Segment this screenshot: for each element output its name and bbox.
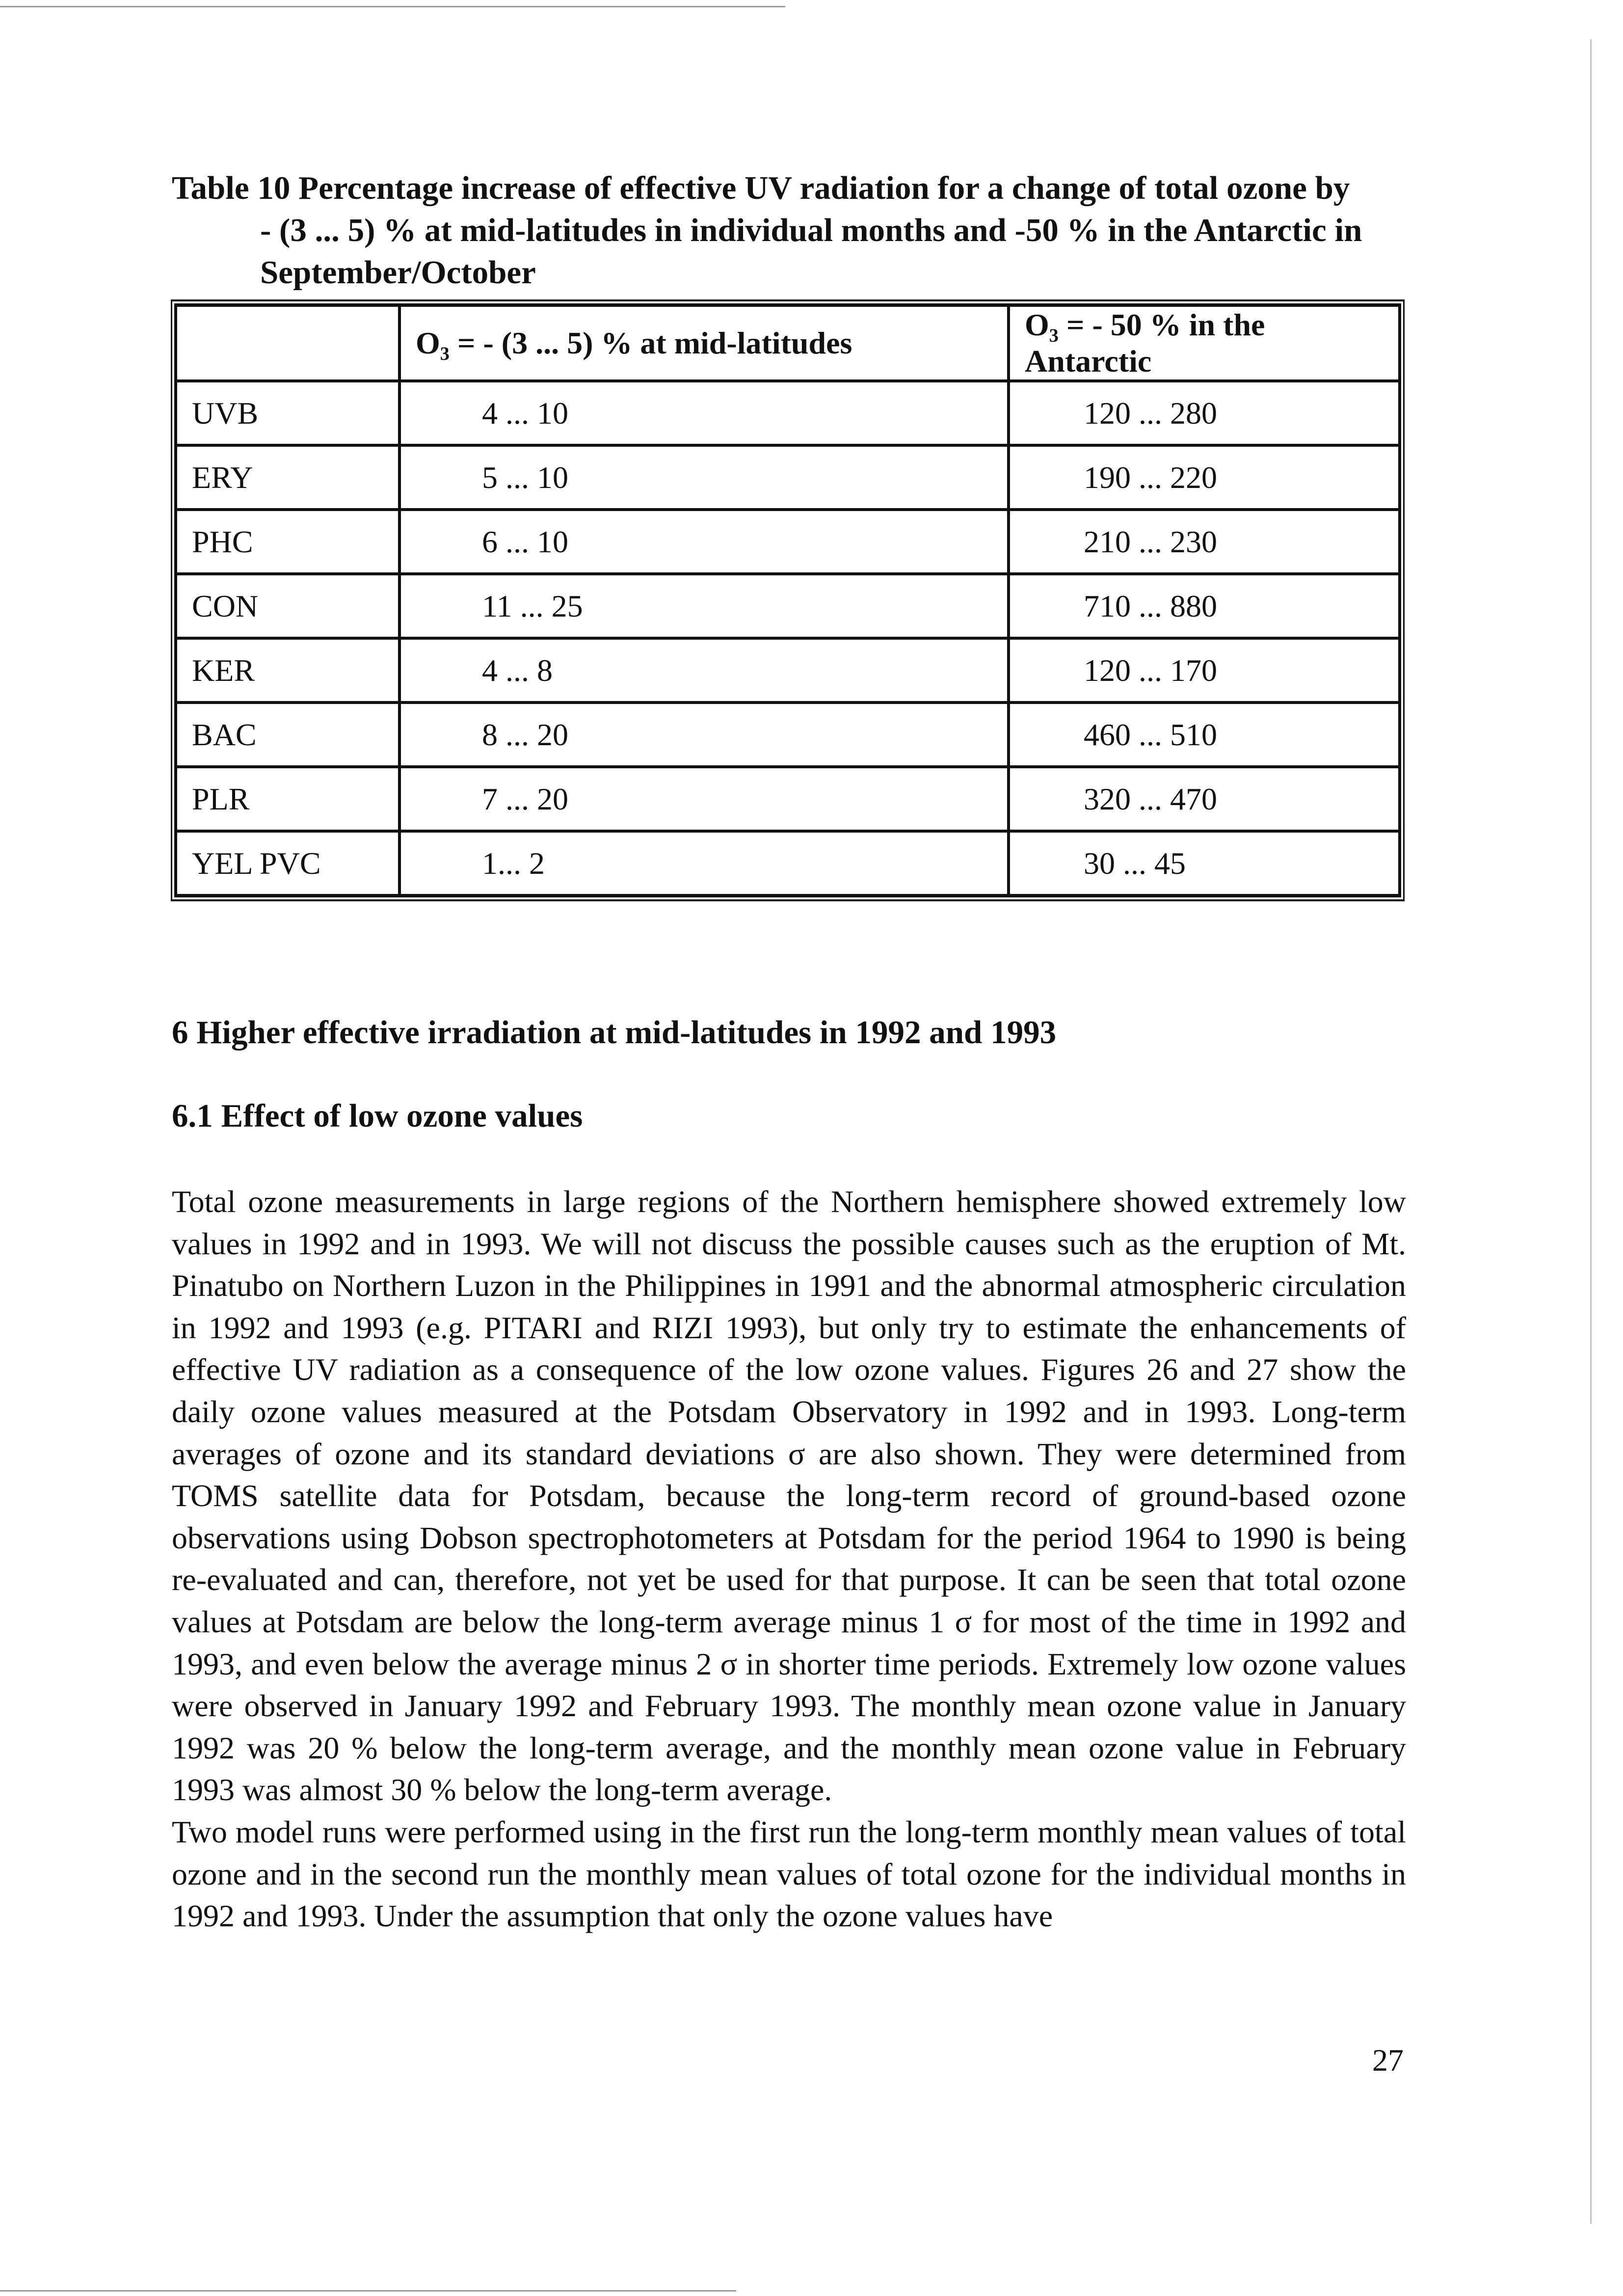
- antarctic-value: 190 ... 220: [1009, 445, 1400, 510]
- table-row: [176, 381, 1400, 445]
- antarctic-value: 120 ... 170: [1009, 638, 1400, 702]
- mid-latitude-value: 7 ... 20: [399, 767, 1009, 831]
- antarctic-value: 320 ... 470: [1009, 767, 1400, 831]
- mid-latitude-value: 11 ... 25: [399, 574, 1009, 638]
- table-row: [176, 767, 1400, 831]
- antarctic-value: 120 ... 280: [1009, 381, 1400, 445]
- header-cell-antarctic: O₃ = - 50 % in the Antarctic: [1009, 305, 1400, 381]
- caption-line-2: - (3 ... 5) % at mid-latitudes in individual months and -50 % in the Antarctic in: [260, 212, 1362, 248]
- body-paragraph: Two model runs were performed using in the first run the long-term monthly mean values of total ozone and in the second run the monthly mean values of total ozone for the individual months in 1992 and 1993. Under the assumption that only the ozone values have: [172, 1814, 1406, 1934]
- body-paragraph: Total ozone measurements in large regions of the Northern hemisphere showed extremely low values in 1992 and in 1993. We will not discuss the possible causes such as the eruption of Mt. Pinatubo on Northern Luzon in the Philippines in 1991 and the abnormal atmospheric circulation in 1992 and 1993 (e.g. PITARI and RIZI 1993), but only try to estimate the enhancements of effective UV radiation as a consequence of the low ozone values. Figures 26 and 27 show the daily ozone values measured at the Potsdam Observatory in 1992 and in 1993. Long-term averages of ozone and its standard deviations σ are also shown. They were determined from TOMS satellite data for Potsdam, because the long-term record of ground-based ozone observations using Dobson spectrophotometers at Potsdam for the period 1964 to 1990 is being re-evaluated and can, therefore, not yet be used for that purpose. It can be seen that total ozone values at Potsdam are below the long-term average minus 1 σ for most of the time in 1992 and 1993, and even below the average minus 2 σ in shorter time periods. Extremely low ozone values were observed in January 1992 and February 1993. The monthly mean ozone value in January 1992 was 20 % below the long-term average, and the monthly mean ozone value in February 1993 was almost 30 % below the long-term average.: [172, 1184, 1406, 1808]
- header-cell-empty: [176, 305, 399, 381]
- mid-latitude-value: 8 ... 20: [399, 702, 1009, 767]
- mid-latitude-value: 5 ... 10: [399, 445, 1009, 510]
- page-number: 27: [1372, 2043, 1404, 2078]
- antarctic-value: 460 ... 510: [1009, 702, 1400, 767]
- table-row: [176, 702, 1400, 767]
- caption-line-1: Table 10 Percentage increase of effective UV radiation for a change of total ozone by: [172, 170, 1350, 206]
- row-label: BAC: [176, 702, 399, 767]
- row-label: ERY: [176, 445, 399, 510]
- scan-artifact-top: [0, 6, 785, 7]
- row-label: PLR: [176, 767, 399, 831]
- antarctic-value: 210 ... 230: [1009, 510, 1400, 574]
- table-row: [176, 638, 1400, 702]
- caption-line-3: September/October: [260, 254, 536, 291]
- table-row: [176, 445, 1400, 510]
- body-text: [172, 1181, 1406, 1937]
- antarctic-value: 710 ... 880: [1009, 574, 1400, 638]
- table-caption: [172, 167, 1409, 294]
- mid-latitude-value: 1... 2: [399, 831, 1009, 895]
- row-label: PHC: [176, 510, 399, 574]
- antarctic-value: 30 ... 45: [1009, 831, 1400, 895]
- mid-latitude-value: 6 ... 10: [399, 510, 1009, 574]
- mid-latitude-value: 4 ... 10: [399, 381, 1009, 445]
- section-heading: 6 Higher effective irradiation at mid-latitudes in 1992 and 1993: [172, 1014, 1057, 1051]
- table-row: [176, 510, 1400, 574]
- mid-latitude-value: 4 ... 8: [399, 638, 1009, 702]
- table-header-row: [176, 305, 1400, 381]
- table-row: [176, 574, 1400, 638]
- header-cell-mid-latitudes: O₃ = - (3 ... 5) % at mid-latitudes: [399, 305, 1009, 381]
- row-label: CON: [176, 574, 399, 638]
- subsection-heading: 6.1 Effect of low ozone values: [172, 1098, 583, 1134]
- uv-increase-table: [171, 299, 1405, 901]
- table-row: [176, 831, 1400, 895]
- row-label: YEL PVC: [176, 831, 399, 895]
- scan-artifact-right: [1590, 39, 1592, 2224]
- scan-artifact-bottom: [0, 2290, 736, 2292]
- row-label: KER: [176, 638, 399, 702]
- row-label: UVB: [176, 381, 399, 445]
